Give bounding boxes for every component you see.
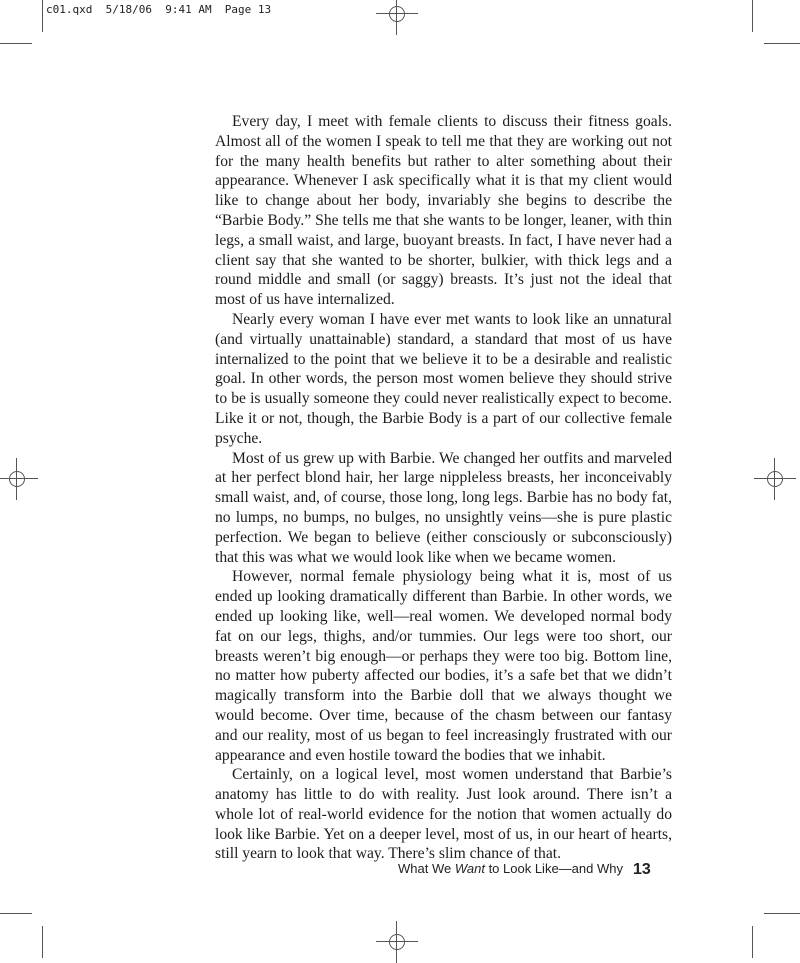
print-slug: c01.qxd 5/18/06 9:41 AM Page 13 — [46, 3, 272, 16]
paragraph-3: Most of us grew up with Barbie. We changed her outfits and marveled at her perfect blond hair, her large nippleless breasts, her inconceivably small waist, and, of course, those long, long legs. Barbie has no body fat, no lumps, no bumps, no bulges, no unsightly veins—she is pure plastic perfection. We began to believe (either consciously or subconsciously) that this was what we would look like when we became women. — [215, 449, 672, 566]
crop-mark-bottom-right-vertical — [752, 926, 753, 958]
paragraph-1: Every day, I meet with female clients to discuss their fitness goals. Almost all of the women I speak to tell me that they are working out not for the many health benefits but rather to alter something about their appearance. Whenever I ask specifically what it is that my client would like to change about her body, invariably she begins to describe the “Barbie Body.” She tells me that she wants to be longer, leaner, with thin legs, a small waist, and large, buoyant breasts. In fact, I have never had a client say that she wanted to be shorter, bulkier, with thick legs and a round middle and small (or saggy) breasts. It’s just not the ideal that most of us have internalized. — [215, 113, 672, 309]
registration-mark-bottom — [384, 929, 410, 955]
paragraph-5: Certainly, on a logical level, most women understand that Barbie’s anatomy has little to do with reality. Just look around. There isn’t a whole lot of real-world evidence for the notion that women actually do look like Barbie. Yet on a deeper level, most of us, in our heart of hearts, still yearn to look that way. There’s slim chance of that. — [215, 766, 672, 863]
crop-mark-top-left-vertical — [42, 0, 43, 32]
body-text — [215, 112, 672, 864]
paragraph-2: Nearly every woman I have ever met wants to look like an unnatural (and virtually unattainable) standard, a standard that most of us have internalized to the point that we believe it to be a desirable and realistic goal. In other words, the person most women believe they should strive to be is usually someone they could never realistically expect to become. Like it or not, though, the Barbie Body is a part of our collective female psyche. — [215, 310, 672, 447]
page-number: 13 — [632, 861, 651, 878]
crop-mark-bottom-right-horizontal — [764, 913, 800, 914]
footer-title-emphasis: Want — [454, 861, 485, 876]
crop-mark-bottom-left-vertical — [42, 926, 43, 958]
paragraph-4: However, normal female physiology being what it is, most of us ended up looking dramatically different than Barbie. In other words, we ended up looking like, well—real women. We developed normal body fat on our legs, thighs, and/or tummies. Our legs were too short, our breasts weren’t big enough—or perhaps they were too big. Bottom line, no matter how puberty affected our bodies, it’s a safe bet that we didn’t magically transform into the Barbie doll that we always thought we would become. Over time, because of the chasm between our fantasy and our reality, most of us began to feel increasingly frustrated with our appearance and even hostile toward the bodies that we inhabit. — [215, 568, 672, 764]
crop-mark-bottom-left-horizontal — [0, 913, 32, 914]
crop-mark-top-right-vertical — [752, 0, 753, 32]
registration-mark-right — [762, 466, 788, 492]
footer-title-pre: What We — [398, 861, 455, 876]
crop-mark-top-right-horizontal — [764, 43, 800, 44]
crop-mark-top-left-horizontal — [0, 43, 32, 44]
registration-mark-top — [384, 1, 410, 27]
footer-title-post: to Look Like—and Why — [484, 861, 623, 876]
running-footer — [398, 860, 673, 878]
registration-mark-left — [4, 466, 30, 492]
